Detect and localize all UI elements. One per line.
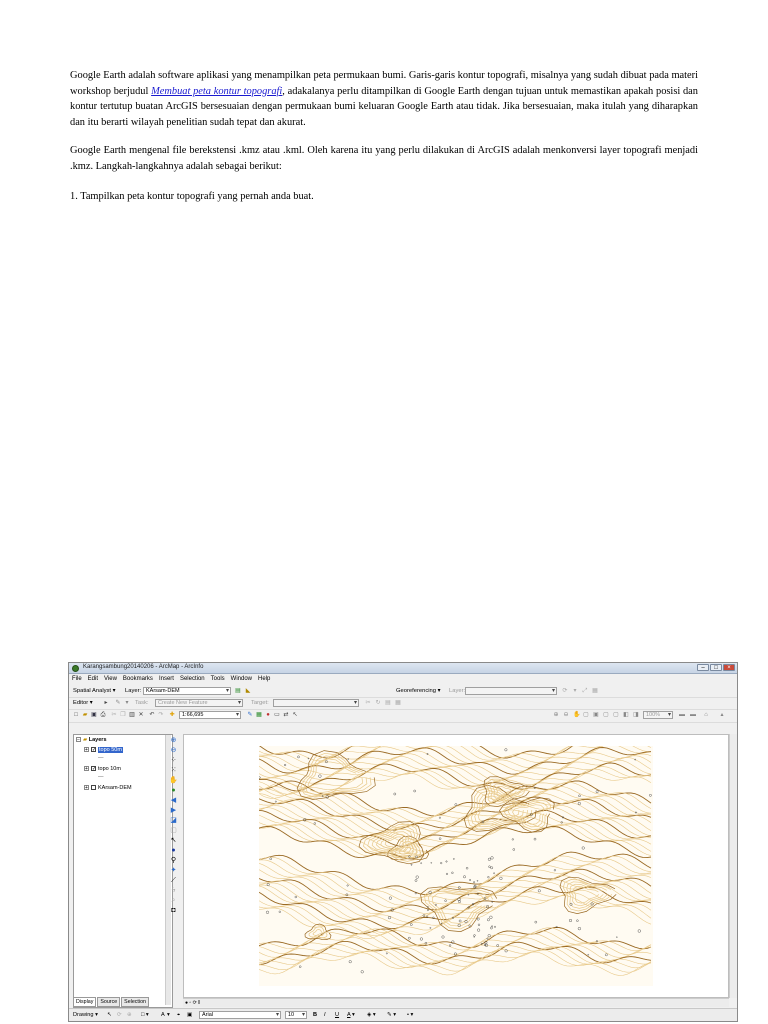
editor-menu[interactable]: Editor ▾ xyxy=(73,700,93,706)
italic-button[interactable]: I xyxy=(324,1012,326,1018)
time-slider-icon[interactable]: ◘ xyxy=(171,907,176,914)
delete-icon[interactable]: ✕ xyxy=(138,712,144,718)
expand-icon[interactable]: + xyxy=(85,747,88,754)
spatial-analyst-toolbar xyxy=(69,686,737,698)
target-label: Target: xyxy=(251,700,269,706)
intro-text-part2: , adakalanya perlu ditampilkan di Google Earth dengan tujuan untuk memastikan apakah posisi dan kontur tertutup buatan ArcGIS bersesuaian dengan permukaan bumi keluaran Google Earth atau tidak. Jika bersesuaian, maka itulah yang diharapkan dan itu berarti wilayah penelitian sudah tepat dan akurat. xyxy=(70,85,698,128)
menu-edit[interactable]: Edit xyxy=(87,676,99,682)
pan-icon[interactable]: ✋ xyxy=(169,777,178,784)
toolbar-options-icon[interactable]: ▴ xyxy=(720,712,724,718)
layer-visibility-checkbox[interactable]: ✓ xyxy=(92,766,97,773)
topo-50m-legend-line: — xyxy=(98,755,104,761)
menu-tools[interactable]: Tools xyxy=(210,676,225,682)
rectangle-tool-icon[interactable]: □ ▾ xyxy=(141,1012,149,1018)
layer-name-topo-50m[interactable]: topo 50m xyxy=(99,747,122,753)
map-scale-dropdown[interactable]: 1:66,695 ▾ xyxy=(179,711,241,719)
rotate-tool-icon[interactable]: ↻ xyxy=(375,700,381,706)
attributes-icon[interactable]: ▤ xyxy=(385,700,391,706)
sketch-dropdown-icon[interactable]: ▾ xyxy=(125,700,129,706)
text-tool-dropdown-icon[interactable]: ▾ xyxy=(167,1012,170,1018)
arcmap-screenshot xyxy=(68,662,738,1022)
arcmap-globe-icon xyxy=(72,665,79,672)
zoom-whole-page-icon[interactable]: ▢ xyxy=(583,712,589,718)
open-folder-icon[interactable]: ▰ xyxy=(82,712,88,718)
add-data-icon[interactable]: ✚ xyxy=(169,712,175,718)
marker-color-icon[interactable]: • ▾ xyxy=(407,1012,414,1018)
focus-data-frame-icon[interactable]: ▬ xyxy=(690,712,696,718)
cut-icon[interactable]: ✂ xyxy=(111,712,117,718)
sketch-tool-icon[interactable]: ✎ xyxy=(115,700,121,706)
collapse-icon[interactable]: − xyxy=(77,737,80,744)
tab-selection[interactable]: Selection xyxy=(121,997,149,1007)
georeferencing-menu[interactable]: Georeferencing ▾ xyxy=(396,688,441,694)
spatial-layer-dropdown[interactable]: KArsam-DEM ▾ xyxy=(143,687,231,695)
arctoolbox-icon[interactable]: ● xyxy=(266,712,270,718)
clear-selection-icon[interactable]: ▢ xyxy=(170,827,177,834)
tab-source[interactable]: Source xyxy=(97,997,120,1007)
fixed-zoom-in-icon[interactable]: ▢ xyxy=(603,712,609,718)
previous-extent-icon[interactable]: ◧ xyxy=(623,712,629,718)
edit-vertices-icon[interactable]: ⌖ xyxy=(177,1012,181,1018)
select-element-icon[interactable]: ↖ xyxy=(107,1012,112,1018)
expand-icon[interactable]: + xyxy=(85,785,88,792)
copy-icon[interactable]: ❐ xyxy=(120,712,126,718)
model-builder-icon[interactable]: ⇄ xyxy=(283,712,289,718)
whats-this-icon[interactable]: ↖ xyxy=(292,712,298,718)
layer-name-karsam-dem[interactable]: KArsam-DEM xyxy=(98,785,132,791)
layout-zoom-out-icon[interactable]: ⊖ xyxy=(563,712,569,718)
back-extent-icon[interactable]: ◀ xyxy=(170,797,177,804)
task-label: Task: xyxy=(135,700,149,706)
target-dropdown[interactable] xyxy=(273,699,359,707)
toc-tabs xyxy=(73,997,150,1006)
save-icon[interactable]: ▣ xyxy=(91,712,97,718)
map-horizontal-scrollbar[interactable] xyxy=(183,998,729,1007)
menu-view[interactable]: View xyxy=(104,676,117,682)
tab-display[interactable]: Display xyxy=(73,997,96,1007)
fixed-zoom-out-icon[interactable]: ⁙ xyxy=(170,767,177,774)
toc-layer-karsam-dem[interactable] xyxy=(84,785,132,791)
print-icon[interactable]: ⎙ xyxy=(100,712,106,718)
standard-toolbar xyxy=(69,710,737,723)
toc-layers-root[interactable] xyxy=(76,737,107,743)
layer-name-topo-10m[interactable]: topo 10m xyxy=(98,766,121,772)
measure-icon[interactable]: ⟋ xyxy=(171,877,176,884)
task-dropdown[interactable]: Create New Feature ▾ xyxy=(155,699,243,707)
table-of-contents xyxy=(73,734,173,1008)
menu-window[interactable]: Window xyxy=(230,676,252,682)
zoom-element-icon[interactable]: ⊕ xyxy=(127,1012,132,1018)
editor-toolbar xyxy=(69,698,737,710)
go-to-xy-icon[interactable]: ✦ xyxy=(170,867,177,874)
add-control-points-icon[interactable]: ⤢ xyxy=(582,688,588,694)
rotate-icon[interactable]: ⟳ xyxy=(562,688,568,694)
geo-layer-dropdown[interactable] xyxy=(465,687,557,695)
edit-tool-icon[interactable]: ▸ xyxy=(104,700,108,706)
redo-icon[interactable]: ↷ xyxy=(158,712,164,718)
spatial-analyst-menu[interactable]: Spatial Analyst ▾ xyxy=(73,688,116,694)
hyperlink-icon[interactable]: ϟ xyxy=(171,887,176,894)
rotate-element-icon[interactable]: ⟳ xyxy=(117,1012,122,1018)
menu-selection[interactable]: Selection xyxy=(179,676,205,682)
select-features-icon[interactable]: ◪ xyxy=(170,817,177,824)
find-icon[interactable]: ⚲ xyxy=(170,857,177,864)
split-tool-icon[interactable]: ✂ xyxy=(365,700,371,706)
bold-button[interactable]: B xyxy=(313,1012,318,1018)
workshop-link[interactable]: Membuat peta kontur topografi xyxy=(151,85,283,97)
toc-icon[interactable]: ▦ xyxy=(256,712,262,718)
window-titlebar xyxy=(69,663,737,674)
intro-text-part1: Google Earth adalah software aplikasi yang menampilkan peta permukaan bumi. Garis-garis kontur topografi, misalnya yang sudah dibuat pada materi workshop berjudul xyxy=(70,70,698,97)
minimize-button[interactable]: – xyxy=(697,664,709,671)
geo-layer-label: Layer: xyxy=(449,688,466,694)
command-line-icon[interactable]: ▭ xyxy=(274,712,280,718)
toc-layer-topo-10m[interactable] xyxy=(84,766,121,772)
fixed-zoom-in-icon[interactable]: ⁘ xyxy=(170,757,177,764)
drawing-toolbar xyxy=(69,1008,737,1021)
maximize-button[interactable]: □ xyxy=(710,664,722,671)
underline-button[interactable]: U xyxy=(335,1012,340,1018)
close-button[interactable]: × xyxy=(723,664,735,671)
topo-10m-legend-line: — xyxy=(98,774,104,780)
link-table-icon[interactable]: ▦ xyxy=(592,688,598,694)
layout-zoom-percent[interactable]: 100% ▾ xyxy=(643,711,673,719)
full-extent-icon[interactable]: ● xyxy=(171,787,176,794)
contour-map[interactable] xyxy=(259,746,653,986)
fill-color-icon[interactable]: ◈ ▾ xyxy=(367,1012,376,1018)
layer-visibility-checkbox[interactable]: ✓ xyxy=(92,747,97,754)
menu-file[interactable]: File xyxy=(72,676,82,682)
html-popup-icon[interactable]: ⌕ xyxy=(171,897,176,904)
kmz-paragraph: Google Earth mengenal file berekstensi .kmz atau .kml. Oleh karena itu yang perlu dilakukan di ArcGIS adalah menkonversi layer topografi menjadi .kmz. Langkah-langkahnya adalah sebagai berikut: xyxy=(70,145,698,172)
layer-visibility-checkbox[interactable] xyxy=(91,785,96,790)
menu-bookmarks[interactable]: Bookmarks xyxy=(122,676,153,682)
map-view[interactable] xyxy=(183,734,729,998)
change-layout-icon[interactable]: ⌂ xyxy=(704,712,708,718)
layout-pan-icon[interactable]: ✋ xyxy=(573,712,581,718)
font-dropdown[interactable]: Arial ▾ xyxy=(199,1011,281,1019)
text-tool-icon[interactable]: A xyxy=(161,1012,165,1018)
layout-zoom-in-icon[interactable]: ⊕ xyxy=(553,712,559,718)
intro-paragraph xyxy=(70,68,698,130)
expand-icon[interactable]: + xyxy=(85,766,88,773)
zoom-out-icon[interactable]: ⊖ xyxy=(170,747,177,754)
geo-options-icon[interactable]: ▾ xyxy=(573,688,577,694)
menu-bar xyxy=(69,674,737,685)
forward-extent-icon[interactable]: ▶ xyxy=(170,807,177,814)
zoom-in-icon[interactable]: ⊕ xyxy=(170,737,177,744)
editor-toolbar-icon[interactable]: ✎ xyxy=(247,712,253,718)
text-bg-icon[interactable]: ▣ xyxy=(187,1012,193,1018)
undo-icon[interactable]: ↶ xyxy=(149,712,155,718)
next-extent-icon[interactable]: ◨ xyxy=(633,712,639,718)
toggle-draft-icon[interactable]: ▬ xyxy=(679,712,685,718)
font-size-dropdown[interactable]: 10 ▾ xyxy=(285,1011,307,1019)
layer-label: Layer: xyxy=(125,688,142,694)
window-title: Karangsambung20140206 - ArcMap - ArcInfo xyxy=(83,664,204,670)
map-vertical-scrollbar[interactable] xyxy=(729,734,737,998)
fixed-zoom-out-icon[interactable]: ▢ xyxy=(613,712,619,718)
menu-help[interactable]: Help xyxy=(258,676,271,682)
select-elements-icon[interactable]: ↖ xyxy=(170,837,177,844)
sketch-properties-icon[interactable]: ▦ xyxy=(395,700,401,706)
new-document-icon[interactable]: □ xyxy=(74,712,78,718)
step-1-text: 1. Tampilkan peta kontur topografi yang pernah anda buat. xyxy=(70,191,314,202)
layers-root-label: Layers xyxy=(88,737,107,743)
identify-icon[interactable]: ● xyxy=(171,847,176,854)
contour-icon[interactable]: ◣ xyxy=(245,688,251,694)
paste-icon[interactable]: ▥ xyxy=(129,712,135,718)
drawing-menu[interactable]: Drawing ▾ xyxy=(73,1012,98,1018)
zoom-100-icon[interactable]: ▣ xyxy=(593,712,599,718)
toc-layer-topo-50m[interactable] xyxy=(84,747,123,753)
histogram-icon[interactable]: ▤ xyxy=(235,688,241,694)
menu-insert[interactable]: Insert xyxy=(158,676,174,682)
line-color-icon[interactable]: ✎ ▾ xyxy=(387,1012,397,1018)
layers-folder-icon: ▰ xyxy=(83,737,88,743)
data-view-button[interactable]: ● ▫ ⟳ ‖ xyxy=(185,1000,201,1006)
font-color-icon[interactable]: A ▾ xyxy=(347,1012,355,1018)
tools-toolbar xyxy=(168,734,180,934)
